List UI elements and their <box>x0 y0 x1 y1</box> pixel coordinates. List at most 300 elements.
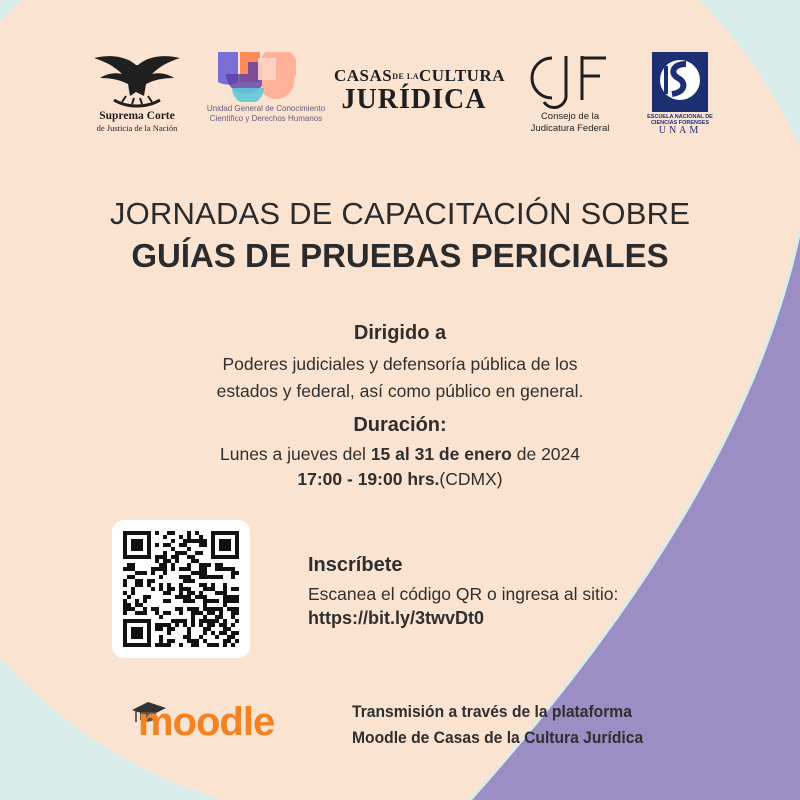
qr-module <box>123 635 127 639</box>
qr-module <box>211 543 215 547</box>
qr-module <box>123 639 127 643</box>
qr-module <box>127 607 131 611</box>
qr-module <box>187 639 191 643</box>
qr-module <box>131 587 135 591</box>
qr-module <box>207 563 211 567</box>
qr-module <box>183 543 187 547</box>
qr-module <box>183 539 187 543</box>
qr-module <box>203 607 207 611</box>
qr-module <box>127 575 131 579</box>
qr-module <box>227 531 231 535</box>
qr-module <box>187 607 191 611</box>
qr-module <box>127 563 131 567</box>
qr-module <box>219 575 223 579</box>
qr-module <box>191 607 195 611</box>
qr-module <box>131 627 135 631</box>
qr-module <box>227 627 231 631</box>
casas-logo-juridica: JURÍDICA <box>341 84 487 115</box>
qr-module <box>155 611 159 615</box>
qr-module <box>231 623 235 627</box>
qr-module <box>219 531 223 535</box>
qr-module <box>207 627 211 631</box>
qr-module <box>131 531 135 535</box>
qr-module <box>179 575 183 579</box>
qr-module <box>235 599 239 603</box>
qr-module <box>179 591 183 595</box>
qr-module <box>219 607 223 611</box>
qr-module <box>179 643 183 647</box>
qr-module <box>147 535 151 539</box>
qr-module <box>187 555 191 559</box>
qr-module <box>123 643 127 647</box>
qr-module <box>203 631 207 635</box>
qr-module <box>215 591 219 595</box>
qr-module <box>159 583 163 587</box>
qr-module <box>143 611 147 615</box>
qr-module <box>235 611 239 615</box>
qr-module <box>227 639 231 643</box>
qr-module <box>203 639 207 643</box>
qr-module <box>207 599 211 603</box>
cultura-word: CULTURA <box>418 66 505 85</box>
qr-module <box>175 623 179 627</box>
qr-module <box>203 571 207 575</box>
qr-module <box>155 543 159 547</box>
qr-module <box>143 531 147 535</box>
qr-module <box>203 615 207 619</box>
qr-module <box>155 559 159 563</box>
qr-module <box>235 543 239 547</box>
qr-module <box>223 599 227 603</box>
qr-module <box>171 563 175 567</box>
qr-module <box>223 603 227 607</box>
qr-module <box>231 555 235 559</box>
qr-module <box>171 547 175 551</box>
qr-module <box>163 571 167 575</box>
qr-module <box>187 535 191 539</box>
qr-module <box>135 627 139 631</box>
qr-module <box>139 571 143 575</box>
qr-module <box>187 575 191 579</box>
qr-module <box>123 599 127 603</box>
qr-module <box>231 631 235 635</box>
qr-module <box>123 619 127 623</box>
qr-module <box>123 603 127 607</box>
qr-module <box>171 639 175 643</box>
duracion-dates-line <box>0 444 800 465</box>
qr-module <box>223 543 227 547</box>
cjf-subtitle-2: Judicatura Federal <box>530 123 610 134</box>
qr-module <box>139 555 143 559</box>
qr-module <box>187 563 191 567</box>
qr-module <box>139 603 143 607</box>
qr-module <box>231 571 235 575</box>
qr-module <box>187 627 191 631</box>
qr-module <box>203 543 207 547</box>
qr-module <box>215 619 219 623</box>
qr-module <box>223 555 227 559</box>
qr-module <box>123 555 127 559</box>
qr-module <box>203 599 207 603</box>
qr-module <box>159 575 163 579</box>
qr-module <box>167 531 171 535</box>
qr-module <box>211 619 215 623</box>
qr-module <box>211 531 215 535</box>
qr-module <box>191 639 195 643</box>
qr-module <box>151 587 155 591</box>
qr-module <box>199 571 203 575</box>
qr-module <box>179 607 183 611</box>
qr-module <box>227 567 231 571</box>
qr-module <box>231 587 235 591</box>
qr-module <box>159 555 163 559</box>
qr-module <box>171 539 175 543</box>
qr-module <box>231 575 235 579</box>
qr-module <box>167 599 171 603</box>
qr-module <box>203 595 207 599</box>
qr-module <box>195 539 199 543</box>
qr-module <box>123 607 127 611</box>
dirigido-line-2: estados y federal, así como público en general. <box>216 381 584 401</box>
qr-module <box>211 643 215 647</box>
qr-module <box>171 531 175 535</box>
qr-module <box>223 547 227 551</box>
qr-module <box>227 539 231 543</box>
qr-module <box>123 579 127 583</box>
qr-module <box>131 619 135 623</box>
qr-module <box>191 559 195 563</box>
qr-module <box>131 575 135 579</box>
qr-module <box>235 555 239 559</box>
enacf-text: ESCUELA NACIONAL DE CIENCIAS FORENSES <box>647 114 713 126</box>
cjf-mark-icon <box>530 50 610 110</box>
qr-module <box>199 539 203 543</box>
qr-module <box>179 535 183 539</box>
qr-module <box>131 607 135 611</box>
qr-module <box>231 635 235 639</box>
qr-module <box>155 643 159 647</box>
qr-module <box>223 623 227 627</box>
qr-module <box>155 607 159 611</box>
qr-module <box>227 547 231 551</box>
qr-module <box>147 555 151 559</box>
qr-module <box>139 583 143 587</box>
cjf-mark-text: CJF <box>530 50 532 51</box>
qr-module <box>147 531 151 535</box>
qr-module <box>227 543 231 547</box>
qr-module <box>147 619 151 623</box>
qr-module <box>139 643 143 647</box>
enacf-shield-icon <box>652 52 708 112</box>
qr-module <box>187 631 191 635</box>
qr-module <box>139 627 143 631</box>
qr-module <box>167 631 171 635</box>
qr-module <box>199 535 203 539</box>
qr-module <box>195 611 199 615</box>
qr-module <box>179 595 183 599</box>
qr-module <box>223 639 227 643</box>
qr-module <box>219 623 223 627</box>
qr-module <box>195 571 199 575</box>
qr-module <box>219 567 223 571</box>
qr-module <box>147 631 151 635</box>
qr-module <box>167 591 171 595</box>
qr-module <box>211 587 215 591</box>
qr-module <box>191 591 195 595</box>
qr-module <box>207 643 211 647</box>
qr-module <box>123 623 127 627</box>
qr-module <box>211 607 215 611</box>
qr-module <box>147 551 151 555</box>
qr-module <box>171 555 175 559</box>
qr-module <box>235 551 239 555</box>
qr-module <box>215 643 219 647</box>
qr-module <box>235 535 239 539</box>
qr-module <box>195 595 199 599</box>
qr-module <box>183 623 187 627</box>
qr-module <box>235 531 239 535</box>
qr-module <box>147 579 151 583</box>
qr-module <box>135 611 139 615</box>
qr-module <box>199 563 203 567</box>
unam-text: UNAM <box>658 125 702 136</box>
title-line-1: JORNADAS DE CAPACITACIÓN SOBRE <box>109 196 691 231</box>
qr-module <box>187 587 191 591</box>
qr-module <box>195 559 199 563</box>
qr-module <box>231 643 235 647</box>
qr-module <box>195 639 199 643</box>
qr-module <box>223 619 227 623</box>
qr-module <box>215 563 219 567</box>
qr-module <box>227 555 231 559</box>
qr-module <box>135 543 139 547</box>
qr-module <box>163 591 167 595</box>
qr-module <box>139 619 143 623</box>
qr-module <box>167 623 171 627</box>
qr-module <box>203 627 207 631</box>
qr-module <box>167 643 171 647</box>
qr-module <box>183 567 187 571</box>
qr-module <box>187 531 191 535</box>
qr-module <box>191 615 195 619</box>
qr-module <box>135 619 139 623</box>
qr-module <box>231 567 235 571</box>
qr-module <box>199 623 203 627</box>
qr-module <box>203 575 207 579</box>
qr-module <box>135 635 139 639</box>
qr-module <box>167 583 171 587</box>
qr-module <box>167 639 171 643</box>
qr-module <box>147 547 151 551</box>
qr-module <box>207 575 211 579</box>
duracion-time: 17:00 - 19:00 hrs. <box>297 469 440 489</box>
qr-module <box>179 619 183 623</box>
qr-module <box>211 631 215 635</box>
qr-module <box>175 607 179 611</box>
qr-module <box>135 547 139 551</box>
qr-module <box>127 531 131 535</box>
ugccdh-text: Unidad General de Conocimiento Científico y Derechos Humanos <box>206 104 326 123</box>
casas-de-la: DE LA <box>392 72 419 82</box>
qr-module <box>191 539 195 543</box>
qr-module <box>219 591 223 595</box>
qr-module <box>147 639 151 643</box>
qr-module <box>235 631 239 635</box>
duracion-time-line <box>0 469 800 490</box>
qr-module <box>163 643 167 647</box>
qr-module <box>203 539 207 543</box>
qr-module <box>175 551 179 555</box>
qr-module <box>139 531 143 535</box>
qr-module <box>203 587 207 591</box>
qr-module <box>179 583 183 587</box>
qr-module <box>143 599 147 603</box>
dirigido-heading: Dirigido a <box>353 322 447 344</box>
qr-module <box>147 635 151 639</box>
qr-module <box>215 567 219 571</box>
qr-module <box>171 627 175 631</box>
qr-module <box>159 587 163 591</box>
qr-module <box>183 551 187 555</box>
qr-module <box>231 611 235 615</box>
qr-module <box>131 635 135 639</box>
qr-module <box>159 635 163 639</box>
qr-module <box>223 591 227 595</box>
duracion-timezone: (CDMX) <box>439 469 503 489</box>
qr-module <box>235 639 239 643</box>
qr-module <box>143 643 147 647</box>
qr-module <box>231 531 235 535</box>
qr-module <box>139 579 143 583</box>
qr-module <box>155 623 159 627</box>
qr-module <box>127 555 131 559</box>
qr-module <box>215 607 219 611</box>
qr-module <box>127 603 131 607</box>
qr-module <box>199 595 203 599</box>
qr-module <box>171 619 175 623</box>
qr-module <box>151 607 155 611</box>
qr-module <box>179 587 183 591</box>
qr-module <box>147 643 151 647</box>
qr-module <box>199 591 203 595</box>
qr-module <box>207 623 211 627</box>
qr-module <box>123 547 127 551</box>
qr-module <box>235 547 239 551</box>
qr-module <box>211 555 215 559</box>
qr-module <box>131 591 135 595</box>
qr-module <box>123 591 127 595</box>
registration-link[interactable]: https://bit.ly/3twvDt0 <box>308 608 485 628</box>
inscribete-instructions: Escanea el código QR o ingresa al sitio: <box>308 584 619 604</box>
qr-module <box>191 619 195 623</box>
qr-module <box>135 579 139 583</box>
qr-module <box>123 567 127 571</box>
qr-module <box>215 531 219 535</box>
qr-module <box>199 619 203 623</box>
qr-module <box>123 627 127 631</box>
qr-module <box>147 595 151 599</box>
qr-module <box>231 599 235 603</box>
qr-module <box>135 531 139 535</box>
qr-module <box>223 531 227 535</box>
qr-module <box>223 583 227 587</box>
qr-module <box>163 611 167 615</box>
qr-module <box>219 543 223 547</box>
qr-module <box>183 575 187 579</box>
qr-module <box>227 595 231 599</box>
qr-module <box>135 599 139 603</box>
qr-module <box>191 579 195 583</box>
qr-module <box>203 603 207 607</box>
qr-module <box>163 555 167 559</box>
qr-module <box>155 627 159 631</box>
qr-module <box>155 567 159 571</box>
qr-module <box>123 535 127 539</box>
qr-module <box>203 583 207 587</box>
qr-module <box>139 611 143 615</box>
qr-module <box>139 547 143 551</box>
qr-code-icon <box>123 531 239 647</box>
qr-module <box>135 603 139 607</box>
qr-module <box>135 583 139 587</box>
qr-module <box>123 611 127 615</box>
qr-module <box>167 559 171 563</box>
qr-module <box>215 635 219 639</box>
qr-module <box>163 559 167 563</box>
qr-module <box>187 599 191 603</box>
qr-module <box>171 587 175 591</box>
qr-module <box>187 591 191 595</box>
qr-module <box>223 627 227 631</box>
qr-module <box>187 547 191 551</box>
qr-module <box>183 599 187 603</box>
qr-module <box>187 635 191 639</box>
qr-module <box>231 607 235 611</box>
qr-module <box>211 599 215 603</box>
qr-module <box>159 643 163 647</box>
qr-module <box>203 563 207 567</box>
cjf-subtitle-1: Consejo de la <box>540 111 600 122</box>
qr-module <box>211 551 215 555</box>
title-line-2: GUÍAS DE PRUEBAS PERICIALES <box>131 237 669 274</box>
qr-module <box>139 543 143 547</box>
qr-module <box>135 571 139 575</box>
qr-module <box>191 599 195 603</box>
qr-module <box>123 583 127 587</box>
qr-module <box>223 595 227 599</box>
qr-module <box>179 567 183 571</box>
qr-module <box>127 567 131 571</box>
qr-module <box>131 539 135 543</box>
qr-module <box>191 611 195 615</box>
qr-module <box>183 635 187 639</box>
qr-module <box>159 615 163 619</box>
qr-module <box>183 587 187 591</box>
qr-module <box>199 635 203 639</box>
qr-module <box>219 611 223 615</box>
qr-module <box>175 555 179 559</box>
qr-module <box>123 551 127 555</box>
qr-module <box>151 567 155 571</box>
dirigido-line-1: Poderes judiciales y defensoría pública de los <box>222 354 578 374</box>
qr-module <box>155 531 159 535</box>
qr-module <box>203 619 207 623</box>
qr-code-card <box>112 520 250 658</box>
qr-module <box>131 563 135 567</box>
qr-module <box>143 619 147 623</box>
transmision-line-2: Moodle de Casas de la Cultura Jurídica <box>352 728 644 747</box>
qr-module <box>163 543 167 547</box>
